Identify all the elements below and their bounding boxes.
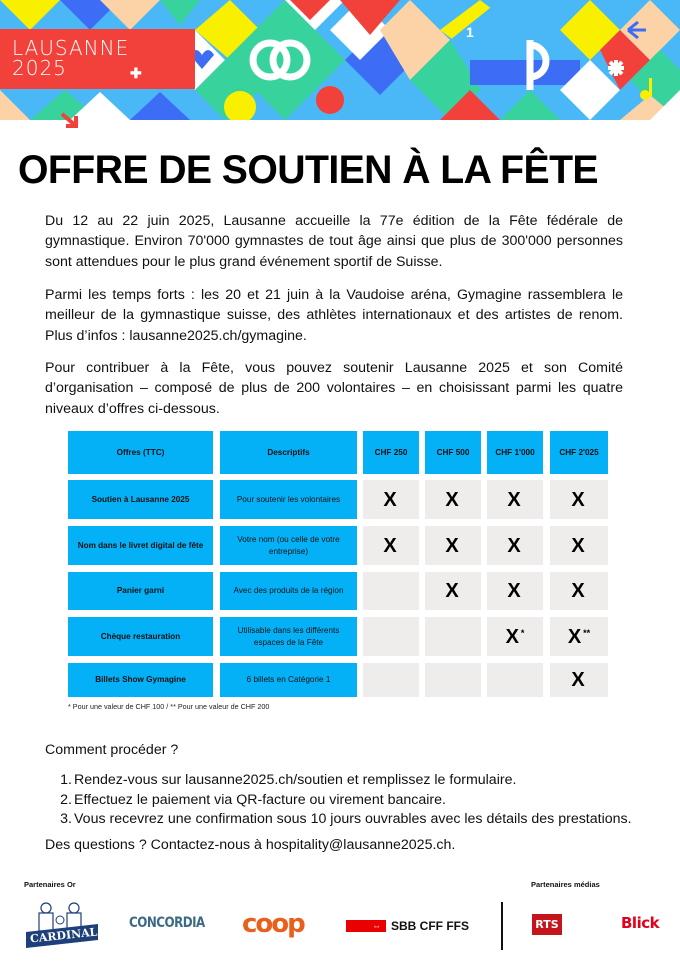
sbb-logo — [346, 919, 469, 933]
table-row-description: Pour soutenir les volontaires — [220, 480, 357, 519]
check-mark: X — [507, 534, 521, 557]
check-mark: X — [571, 488, 585, 511]
blick-logo — [621, 914, 659, 932]
step-item — [60, 771, 632, 791]
check-mark: X — [445, 488, 459, 511]
table-mark — [425, 526, 481, 565]
table-header-offers: Offres (TTC) — [68, 431, 213, 474]
check-mark: X — [571, 669, 585, 691]
check-mark: X — [505, 625, 519, 648]
rts-logo — [532, 914, 562, 935]
table-mark — [425, 572, 481, 610]
coop-logo-text: coop — [242, 909, 304, 939]
table-row-offer: Chèque restauration — [68, 617, 213, 656]
check-mark: X — [571, 534, 585, 557]
concordia-logo-text: CONCORDIA — [129, 915, 205, 931]
table-row-description: Utilisable dans les différents espaces de la Fête — [220, 617, 357, 656]
table-mark — [363, 480, 419, 519]
step-text: Vous recevrez une confirmation sous 10 jours ouvrables avec les détails des prestations. — [74, 811, 632, 827]
blick-logo-text: Blick — [621, 914, 660, 932]
table-mark — [363, 572, 419, 610]
event-logo-line1: LAUSANNE — [12, 36, 130, 60]
step-item — [60, 810, 632, 830]
step-number: 1. — [60, 772, 72, 788]
table-mark — [550, 572, 608, 610]
table-mark — [487, 617, 543, 656]
table-mark — [363, 617, 419, 656]
rts-logo-text: RTS — [535, 918, 559, 931]
page-title: OFFRE DE SOUTIEN À LA FÊTE — [18, 148, 598, 192]
event-logo — [12, 38, 129, 78]
contact-line: Des questions ? Contactez-nous à hospitality@lausanne2025.ch. — [45, 837, 456, 853]
howto-heading: Comment procéder ? — [45, 742, 179, 758]
check-mark: X — [383, 534, 397, 557]
header-banner — [0, 0, 680, 120]
gold-partners-label: Partenaires Or — [24, 880, 76, 889]
table-mark — [487, 572, 543, 610]
table-row-offer: Nom dans le livret digital de fête — [68, 526, 213, 565]
intro-paragraph: Du 12 au 22 juin 2025, Lausanne accueille la 77e édition de la Fête fédérale de gymnastique. Environ 70'000 gymnastes de tout âge ainsi que plus de 300'000 personnes sont attendues pour le plus grand événement sportif de Suisse. — [45, 213, 623, 270]
media-partners-label: Partenaires médias — [531, 880, 600, 889]
cardinal-logo-text: CARDINAL — [29, 925, 98, 946]
table-header-chf500: CHF 500 — [425, 431, 481, 474]
check-mark: X — [507, 580, 521, 602]
table-header-chf2025: CHF 2'025 — [550, 431, 608, 474]
highlights-paragraph: Parmi les temps forts : les 20 et 21 juin à la Vaudoise aréna, Gymagine rassemblera le meilleur de la gymnastique suisse, des athlètes internationaux et des artistes de renom. Plus d’infos : lausanne2025.ch/gymagine. — [45, 287, 623, 344]
check-mark: X — [571, 580, 585, 602]
check-mark: X — [445, 580, 459, 602]
table-row-offer: Billets Show Gymagine — [68, 663, 213, 697]
table-mark — [487, 480, 543, 519]
step-text: Effectuez le paiement via QR-facture ou virement bancaire. — [74, 791, 446, 808]
table-footnote: * Pour une valeur de CHF 100 / ** Pour une valeur de CHF 200 — [68, 702, 270, 711]
table-row-offer: Panier garni — [68, 572, 213, 610]
support-paragraph: Pour contribuer à la Fête, vous pouvez soutenir Lausanne 2025 et son Comité d’organisation – composé de plus de 200 volontaires – en choisissant parmi les quatre niveaux d’offres ci-dessous. — [45, 360, 623, 417]
table-mark — [550, 480, 608, 519]
table-mark — [425, 617, 481, 656]
table-row-description: Avec des produits de la région — [220, 572, 357, 610]
table-mark — [550, 663, 608, 697]
step-item — [60, 791, 632, 811]
step-number: 3. — [60, 811, 72, 827]
step-number: 2. — [60, 791, 72, 808]
table-mark — [487, 526, 543, 565]
table-mark — [363, 663, 419, 697]
table-header-descriptions: Descriptifs — [220, 431, 357, 474]
table-mark — [425, 663, 481, 697]
event-logo-line2: 2025 — [12, 56, 67, 80]
howto-steps — [60, 771, 632, 830]
step-text: Rendez-vous sur lausanne2025.ch/soutien et remplissez le formulaire. — [74, 772, 517, 788]
footnote-ref: ** — [583, 627, 591, 638]
table-row-offer: Soutien à Lausanne 2025 — [68, 480, 213, 519]
coop-logo — [242, 910, 304, 938]
sbb-flag-icon: ⇔ — [346, 920, 386, 932]
check-mark: X — [445, 534, 459, 557]
partners-divider — [501, 902, 503, 950]
table-mark — [550, 617, 608, 656]
arrow-down-right-icon — [60, 112, 82, 132]
concordia-logo — [129, 915, 218, 931]
table-mark — [487, 663, 543, 697]
table-mark — [425, 480, 481, 519]
sbb-logo-text: SBB CFF FFS — [391, 919, 469, 933]
table-header-chf1000: CHF 1'000 — [487, 431, 543, 474]
table-row-description: Votre nom (ou celle de votre entreprise) — [220, 526, 357, 565]
cardinal-logo — [24, 898, 100, 950]
table-mark — [363, 526, 419, 565]
table-mark — [550, 526, 608, 565]
table-header-chf250: CHF 250 — [363, 431, 419, 474]
check-mark: X — [507, 488, 521, 511]
swiss-cross-icon: ✚ — [130, 65, 142, 81]
footnote-ref: * — [520, 627, 525, 638]
svg-text:1: 1 — [466, 24, 474, 40]
check-mark: X — [567, 625, 582, 648]
table-row-description: 6 billets en Catégorie 1 — [220, 663, 357, 697]
check-mark: X — [383, 488, 397, 511]
